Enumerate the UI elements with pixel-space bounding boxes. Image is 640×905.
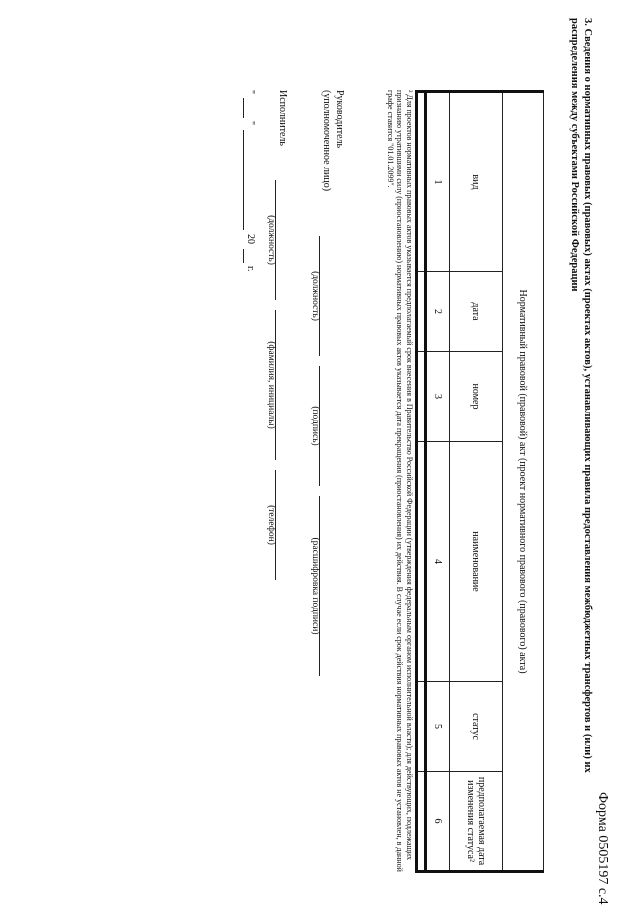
- table-cell: [417, 272, 426, 352]
- date-year-prefix: 20: [245, 234, 256, 244]
- column-number: 4: [426, 442, 450, 682]
- group-header: Нормативный правовой (правовой) акт (проект нормативного правового (правового) акта): [503, 92, 544, 872]
- executor-label: Исполнитель: [277, 90, 288, 146]
- head-label-authorized: (уполномоченное лицо): [321, 90, 332, 192]
- executor-position-line: [275, 180, 288, 300]
- column-number: 3: [426, 352, 450, 442]
- date-month-line: [243, 130, 256, 230]
- head-signature-caption: (подпись): [310, 406, 320, 446]
- executor-position-caption: (должность): [266, 215, 276, 265]
- date-year-suffix: г.: [245, 266, 256, 272]
- head-decoding-line: [319, 496, 332, 676]
- date-day-line: [243, 98, 256, 118]
- form-code: Форма 0505197 с.4: [595, 792, 610, 905]
- column-header: статус: [450, 682, 503, 772]
- table-cell: [417, 682, 426, 772]
- head-position-line: [319, 236, 332, 356]
- table-cell: [417, 352, 426, 442]
- head-decoding-caption: (расшифровка подписи): [310, 537, 320, 635]
- head-position-caption: (должность): [310, 271, 320, 321]
- column-header: номер: [450, 352, 503, 442]
- column-header: вид: [450, 92, 503, 272]
- table-row: [417, 92, 426, 872]
- normative-acts-table: [415, 90, 544, 873]
- column-number: 2: [426, 272, 450, 352]
- column-number: 1: [426, 92, 450, 272]
- date-quote-close: ": [245, 121, 256, 126]
- table-cell: [417, 92, 426, 272]
- column-number: 6: [426, 772, 450, 872]
- head-signature-line: [319, 366, 332, 486]
- date-year-line: [243, 249, 256, 263]
- column-header: предполагаемая дата изменения статуса²: [450, 772, 503, 872]
- column-header: дата: [450, 272, 503, 352]
- executor-name-line: [275, 310, 288, 460]
- section-title: 3. Сведения о нормативных правовых (правовых) актах (проектах актов), устанавливающих правила предоставления межбюджетных трансфертов и (или) их распределения между субъектами Российской Федерации: [569, 18, 593, 773]
- footnote: ² Для проектов нормативных правовых актов указывается предполагаемый срок внесения в Правительство Российской Федерации (утверждения федеральным органом исполнительной власти); для действующих, подлежащих признанию утратившими силу (приостановлению) нормативных правовых актов указывается дата прекращения (приостановления) их действия. В случае если срок действия нормативных правовых актов не установлен, в данной графе ставится "01.01.2099".: [386, 90, 414, 872]
- executor-name-caption: (фамилия, инициалы): [266, 341, 276, 429]
- table-cell: [417, 772, 426, 872]
- date-quote-open: ": [245, 90, 256, 95]
- executor-phone-caption: (телефон): [266, 505, 276, 545]
- column-header: наименование: [450, 442, 503, 682]
- column-number: 5: [426, 682, 450, 772]
- executor-phone-line: [275, 470, 288, 580]
- table-cell: [417, 442, 426, 682]
- head-label: Руководитель: [334, 90, 345, 149]
